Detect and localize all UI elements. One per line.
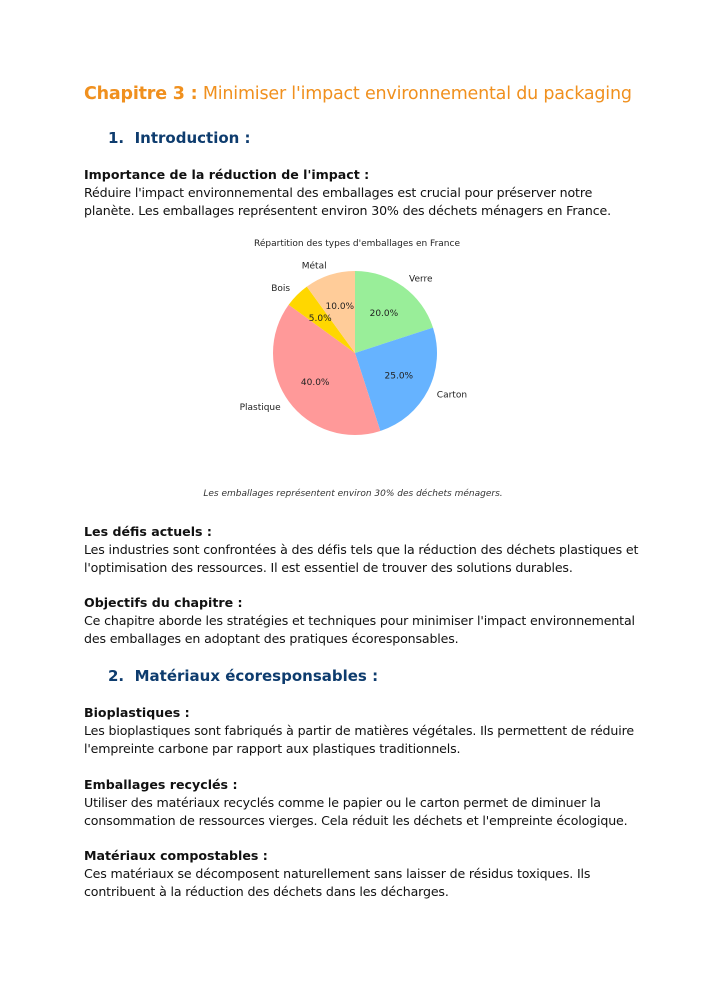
section-number: 2. <box>108 667 125 685</box>
recycles-paragraph <box>84 776 629 830</box>
chapter-title-text: Minimiser l'impact environnemental du packaging <box>197 84 632 104</box>
paragraph-label: Bioplastiques : <box>84 705 190 720</box>
packaging-pie-chart <box>200 232 520 442</box>
paragraph-line: planète. Les emballages représentent environ 30% des déchets ménagers en France. <box>84 203 611 218</box>
section-title: Introduction : <box>134 129 251 147</box>
chart-caption: Les emballages représentent environ 30% des déchets ménagers. <box>203 489 503 499</box>
pie-slices <box>273 271 437 435</box>
paragraph-label: Les défis actuels : <box>84 524 212 539</box>
paragraph-line: consommation de ressources vierges. Cela réduit les déchets et l'empreinte écologique. <box>84 813 628 828</box>
paragraph-line: Les industries sont confrontées à des défis tels que la réduction des déchets plastiques et <box>84 542 639 557</box>
paragraph-line: l'optimisation des ressources. Il est essentiel de trouver des solutions durables. <box>84 560 573 575</box>
paragraph-line: l'empreinte carbone par rapport aux plastiques traditionnels. <box>84 741 461 756</box>
paragraph-line: Ces matériaux se décomposent naturellement sans laisser de résidus toxiques. Ils <box>84 866 591 881</box>
paragraph-line: contribuent à la réduction des déchets dans les décharges. <box>84 884 449 899</box>
paragraph-line: Utiliser des matériaux recyclés comme le papier ou le carton permet de diminuer la <box>84 795 601 810</box>
pie-category-label: Verre <box>409 274 433 285</box>
paragraph-label: Emballages recyclés : <box>84 777 238 792</box>
compostables-paragraph <box>84 847 629 901</box>
section-title: Matériaux écoresponsables : <box>134 667 379 685</box>
paragraph-line: Les bioplastiques sont fabriqués à partir de matières végétales. Ils permettent de réduire <box>84 723 634 738</box>
paragraph-line: Réduire l'impact environnemental des emballages est crucial pour préserver notre <box>84 185 593 200</box>
section-number: 1. <box>108 129 125 147</box>
paragraph-label: Importance de la réduction de l'impact : <box>84 167 370 182</box>
pie-category-label: Plastique <box>239 403 281 413</box>
chapter-title <box>84 84 632 104</box>
paragraph-line: des emballages en adoptant des pratiques écoresponsables. <box>84 631 459 646</box>
section-heading-materiaux <box>108 667 378 685</box>
paragraph-label: Objectifs du chapitre : <box>84 595 243 610</box>
pie-category-label: Carton <box>436 390 468 401</box>
pie-category-label: Métal <box>301 261 327 272</box>
paragraph-label: Matériaux compostables : <box>84 848 268 863</box>
chapter-prefix: Chapitre 3 : <box>84 84 198 104</box>
bioplastiques-paragraph <box>84 704 634 758</box>
pie-percent-label: 5.0% <box>308 314 332 325</box>
section-heading-introduction <box>108 129 251 147</box>
objectifs-paragraph <box>84 594 635 648</box>
pie-percent-label: 10.0% <box>325 302 355 313</box>
pie-percent-label: 20.0% <box>369 309 399 320</box>
paragraph-line: Ce chapitre aborde les stratégies et techniques pour minimiser l'impact environnemental <box>84 613 635 628</box>
pie-category-label: Bois <box>271 284 291 295</box>
pie-percent-label: 25.0% <box>384 371 414 382</box>
importance-paragraph <box>84 166 629 220</box>
pie-percent-label: 40.0% <box>300 377 330 388</box>
chart-title: Répartition des types d'emballages en France <box>254 239 460 249</box>
defis-paragraph <box>84 523 639 577</box>
